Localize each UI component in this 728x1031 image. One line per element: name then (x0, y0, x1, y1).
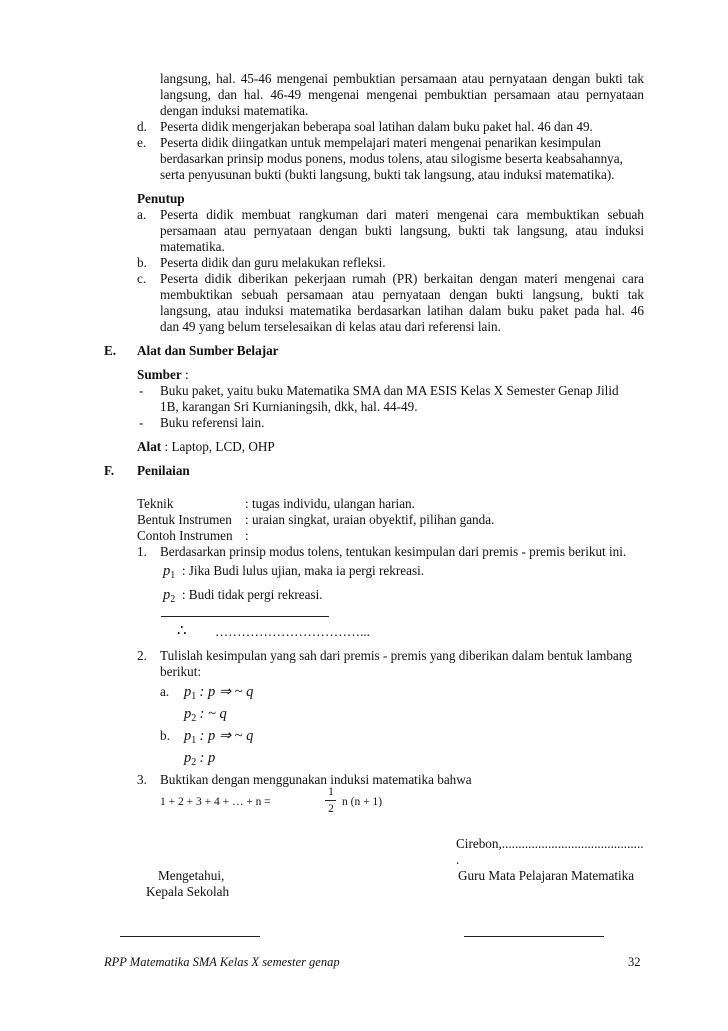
page-number: 32 (628, 955, 641, 969)
teknik-value: : tugas individu, ulangan harian. (245, 496, 415, 511)
penutup-c-line-3: langsung, atau induksi matematika berdasarkan latihan dalam buku paket pada hal. 46 (160, 303, 644, 318)
q2-a-p1-expr: : p ⇒ ~ q (199, 684, 254, 700)
item-e-line-3: serta penyusunan bukti (bukti langsung, bukti tak langsung, atau induksi matematika). (160, 167, 615, 182)
sumber-item-1-line-2: 1B, karangan Sri Kurnianingsih, dkk, hal. 44-49. (160, 399, 418, 414)
alat-label: Alat (137, 439, 162, 454)
q2-b-label: b. (160, 728, 170, 743)
section-e-title: Alat dan Sumber Belajar (137, 343, 279, 358)
penutup-a-line-2: persamaan atau pernyataan dengan bukti langsung, bukti tak langsung, atau induksi (160, 223, 644, 238)
contoh-value: : (245, 528, 249, 543)
q2-a-p2: $p_2$ : ~ q (184, 706, 227, 724)
continuation-line-1: langsung, hal. 45-46 mengenai pembuktian persamaan atau pernyataan dengan bukti tak (160, 71, 644, 86)
q1-conclusion-rule (161, 616, 329, 617)
q3-text: Buktikan dengan menggunakan induksi matematika bahwa (160, 772, 472, 787)
item-e-line-1: Peserta didik diingatkan untuk mempelajari materi mengenai penarikan kesimpulan (160, 135, 601, 150)
penutup-a-line-1: Peserta didik membuat rangkuman dari materi mengenai cara membuktikan sebuah (160, 207, 644, 222)
item-d-label: d. (137, 119, 147, 134)
sumber-label: Sumber (137, 367, 182, 382)
q2-number: 2. (137, 648, 147, 663)
q2-a-p1: $p_1$ : p ⇒ ~ q (184, 684, 254, 702)
q2-b-p1: $p_1$ : p ⇒ ~ q (184, 728, 254, 746)
q1-p2-symbol: p (163, 587, 171, 603)
q1-p2-text: : Budi tidak pergi rekreasi. (181, 587, 323, 602)
item-e-line-2: berdasarkan prinsip modus ponens, modus tolens, atau silogisme beserta keabsahannya, (160, 151, 623, 166)
q3-fraction-denominator: 2 (328, 803, 334, 815)
continuation-line-2: langsung, dan hal. 46-49 mengenai mengenai pembuktian persamaan atau pernyataan (160, 87, 644, 102)
place-date-dot: . (456, 852, 460, 867)
q1-p1-subscript: 1 (170, 570, 176, 581)
q2-a-label: a. (160, 684, 170, 699)
q2-b-p2: $p_2$ : p (184, 750, 216, 768)
q3-formula-right: n (n + 1) (342, 796, 383, 808)
penutup-a-line-3: matematika. (160, 239, 225, 254)
therefore-symbol: ∴ (177, 623, 187, 639)
alat-line (137, 439, 275, 455)
right-signatory-title: Guru Mata Pelajaran Matematika (458, 868, 635, 883)
penutup-c-line-1: Peserta didik diberikan pekerjaan rumah (PR) berkaitan dengan materi mengenai cara (160, 271, 644, 286)
section-e-letter: E. (104, 343, 117, 358)
sumber-line (137, 367, 189, 383)
sumber-bullet-2: - (139, 415, 144, 430)
section-f-letter: F. (104, 463, 115, 478)
contoh-label: Contoh Instrumen (137, 528, 233, 543)
left-signatory-title-1: Mengetahui, (158, 868, 225, 883)
penutup-c-label: c. (137, 271, 147, 286)
q2-a-p2-expr: : ~ q (199, 706, 227, 722)
q3-formula-left: 1 + 2 + 3 + 4 + … + n = (160, 796, 271, 808)
item-d-text: Peserta didik mengerjakan beberapa soal latihan dalam buku paket hal. 46 dan 49. (160, 119, 593, 134)
item-e-label: e. (137, 135, 147, 150)
penutup-title: Penutup (137, 191, 185, 206)
q2-b-p2-expr: : p (199, 750, 216, 766)
teknik-label: Teknik (137, 496, 174, 511)
penutup-c-line-4: dan 49 yang belum terselesaikan di kelas atau dari referensi lain. (160, 319, 501, 334)
q1-p1-text: : Jika Budi lulus ujian, maka ia pergi rekreasi. (181, 563, 425, 578)
sumber-bullet-1: - (139, 383, 144, 398)
q2-line-2: berikut: (160, 664, 202, 679)
penutup-a-label: a. (137, 207, 147, 222)
bentuk-label: Bentuk Instrumen (137, 512, 232, 527)
left-signature-line (120, 936, 260, 937)
continuation-line-3: dengan induksi matematika. (160, 103, 309, 118)
q1-p1-symbol: p (163, 563, 171, 579)
q1-p2-subscript: 2 (170, 594, 176, 605)
q1-p1 (163, 563, 424, 584)
sumber-item-1-line-1: Buku paket, yaitu buku Matematika SMA dan MA ESIS Kelas X Semester Genap Jilid (160, 383, 619, 398)
q3-number: 3. (137, 772, 147, 787)
q2-b-p1-expr: : p ⇒ ~ q (199, 728, 254, 744)
q1-p2 (163, 587, 323, 608)
q1-number: 1. (137, 544, 147, 559)
penutup-c-line-2: membuktikan sebuah persamaan atau pernyataan dengan bukti langsung, bukti tak (160, 287, 644, 302)
section-f-title: Penilaian (137, 463, 190, 478)
q3-fraction-numerator: 1 (328, 786, 334, 798)
footer-text: RPP Matematika SMA Kelas X semester genap (104, 955, 340, 969)
q1-text: Berdasarkan prinsip modus tolens, tentukan kesimpulan dari premis - premis berikut ini. (160, 544, 627, 559)
left-signatory-title-2: Kepala Sekolah (146, 884, 230, 899)
right-signature-line (464, 936, 604, 937)
sumber-colon: : (181, 367, 189, 382)
place-date: Cirebon,........................................... (456, 836, 644, 851)
sumber-item-2-line-1: Buku referensi lain. (160, 415, 265, 430)
q2-line-1: Tulislah kesimpulan yang sah dari premis - premis yang diberikan dalam bentuk lambang (160, 648, 632, 663)
penutup-b-text: Peserta didik dan guru melakukan refleksi. (160, 255, 386, 270)
q1-dots: ……………………………... (215, 624, 370, 639)
bentuk-value: : uraian singkat, uraian obyektif, pilihan ganda. (245, 512, 495, 527)
alat-value: : Laptop, LCD, OHP (161, 439, 275, 454)
penutup-b-label: b. (137, 255, 147, 270)
